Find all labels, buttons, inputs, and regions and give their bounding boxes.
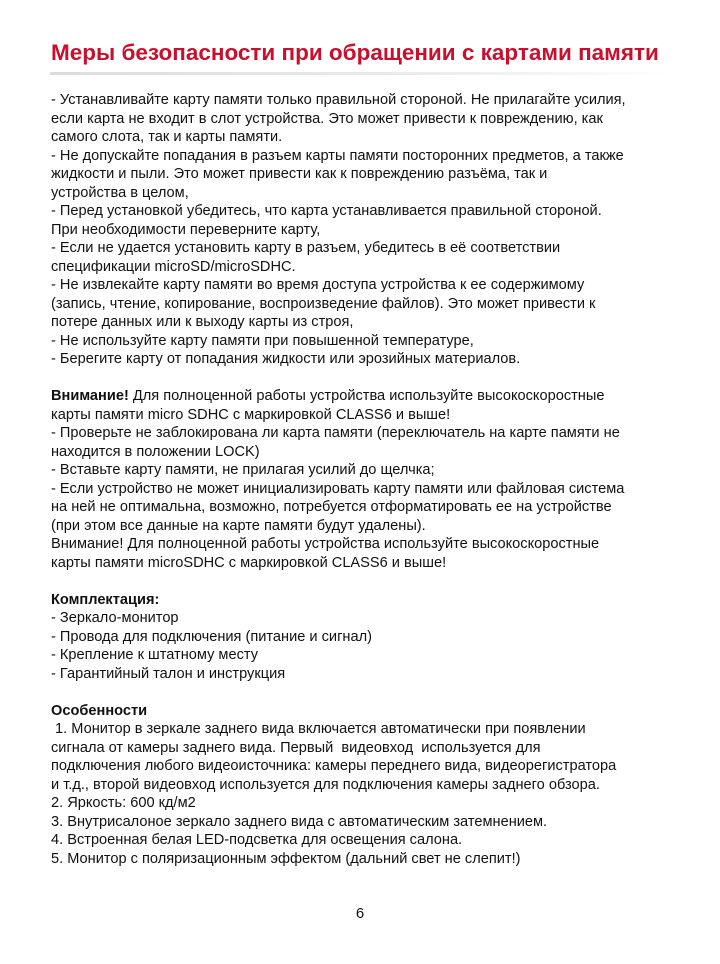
attention-text: Для полноценной работы устройства используйте высокоскоростные (128, 388, 605, 404)
title-underline (50, 72, 674, 75)
text-line: - Вставьте карту памяти, не прилагая усилий до щелчка; (51, 462, 435, 478)
spacer (51, 369, 691, 388)
page-title: Меры безопасности при обращении с картами памяти (51, 40, 659, 65)
list-item: - Гарантийный талон и инструкция (51, 665, 286, 682)
list-item: - Крепление к штатному месту (51, 647, 259, 663)
spacer (51, 572, 691, 591)
text-line: (при этом все данные на карте памяти будут удалены). (51, 517, 426, 534)
text-line: 1. Монитор в зеркале заднего вида включается автоматически при появлении (51, 721, 586, 737)
text-line: спецификации microSD/microSDHC. (51, 258, 296, 275)
text-line: 4. Встроенная белая LED-подсветка для освещения салона. (51, 832, 463, 848)
text-line: если карта не входит в слот устройства. Это может привести к повреждению, как (51, 110, 603, 127)
text-line: - Берегите карту от попадания жидкости или эрозийных материалов. (51, 351, 521, 367)
text-line: 2. Яркость: 600 кд/м2 (51, 795, 196, 811)
text-line: Внимание! Для полноценной работы устройства используйте высокоскоростные (51, 536, 600, 552)
text-line: карты памяти microSDHC с маркировкой CLASS6 и выше! (51, 554, 447, 571)
text-line: - Если не удается установить карту в разъем, убедитесь в её соответствии (51, 240, 561, 256)
text-line (51, 387, 691, 406)
text-line: карты памяти micro SDHC с маркировкой CLASS6 и выше! (51, 406, 451, 423)
safety-section (51, 91, 691, 369)
text-line: потере данных или к выходу карты из строя, (51, 314, 354, 330)
text-line: самого слота, так и карты памяти. (51, 129, 283, 145)
kit-section (51, 591, 691, 684)
text-line: на ней не оптимальна, возможно, потребуется отформатировать ее на устройстве (51, 499, 612, 515)
spacer (51, 683, 691, 702)
text-line: При необходимости переверните карту, (51, 221, 321, 238)
text-line: подключения любого видеоисточника: камеры переднего вида, видеорегистратора (51, 758, 617, 774)
attention-label: Внимание! (51, 388, 129, 404)
page-number: 6 (355, 905, 365, 922)
text-line: находится в положении LOCK) (51, 443, 260, 460)
text-line: (запись, чтение, копирование, воспроизведение файлов). Это может привести к (51, 295, 596, 312)
text-line: - Не допускайте попадания в разъем карты памяти посторонних предметов, а также (51, 147, 624, 164)
section-heading: Особенности (51, 702, 148, 719)
text-line: - Не извлекайте карту памяти во время доступа устройства к ее содержимому (51, 277, 585, 293)
text-line: жидкости и пыли. Это может привести как к повреждению разъёма, так и (51, 166, 548, 182)
text-line: - Устанавливайте карту памяти только правильной стороной. Не прилагайте усилия, (51, 92, 626, 108)
text-line: - Перед установкой убедитесь, что карта устанавливается правильной стороной. (51, 203, 602, 219)
text-line: устройства в целом, (51, 184, 189, 201)
text-line: 5. Монитор с поляризационным эффектом (дальний свет не слепит!) (51, 850, 521, 867)
list-item: - Зеркало-монитор (51, 610, 179, 626)
text-line: - Не используйте карту памяти при повышенной температуре, (51, 332, 474, 349)
text-line: - Проверьте не заблокирована ли карта памяти (переключатель на карте памяти не (51, 425, 620, 441)
text-line: 3. Внутрисалоное зеркало заднего вида с автоматическим затемнением. (51, 813, 548, 830)
attention-section (51, 387, 691, 572)
text-line: - Если устройство не может инициализировать карту памяти или файловая система (51, 480, 625, 497)
page-content (51, 91, 691, 868)
text-line: и т.д., второй видеовход используется для подключения камеры заднего обзора. (51, 776, 600, 793)
features-section (51, 702, 691, 869)
text-line: сигнала от камеры заднего вида. Первый видеовход используется для (51, 739, 541, 756)
section-heading: Комплектация: (51, 591, 160, 608)
list-item: - Провода для подключения (питание и сигнал) (51, 628, 372, 645)
